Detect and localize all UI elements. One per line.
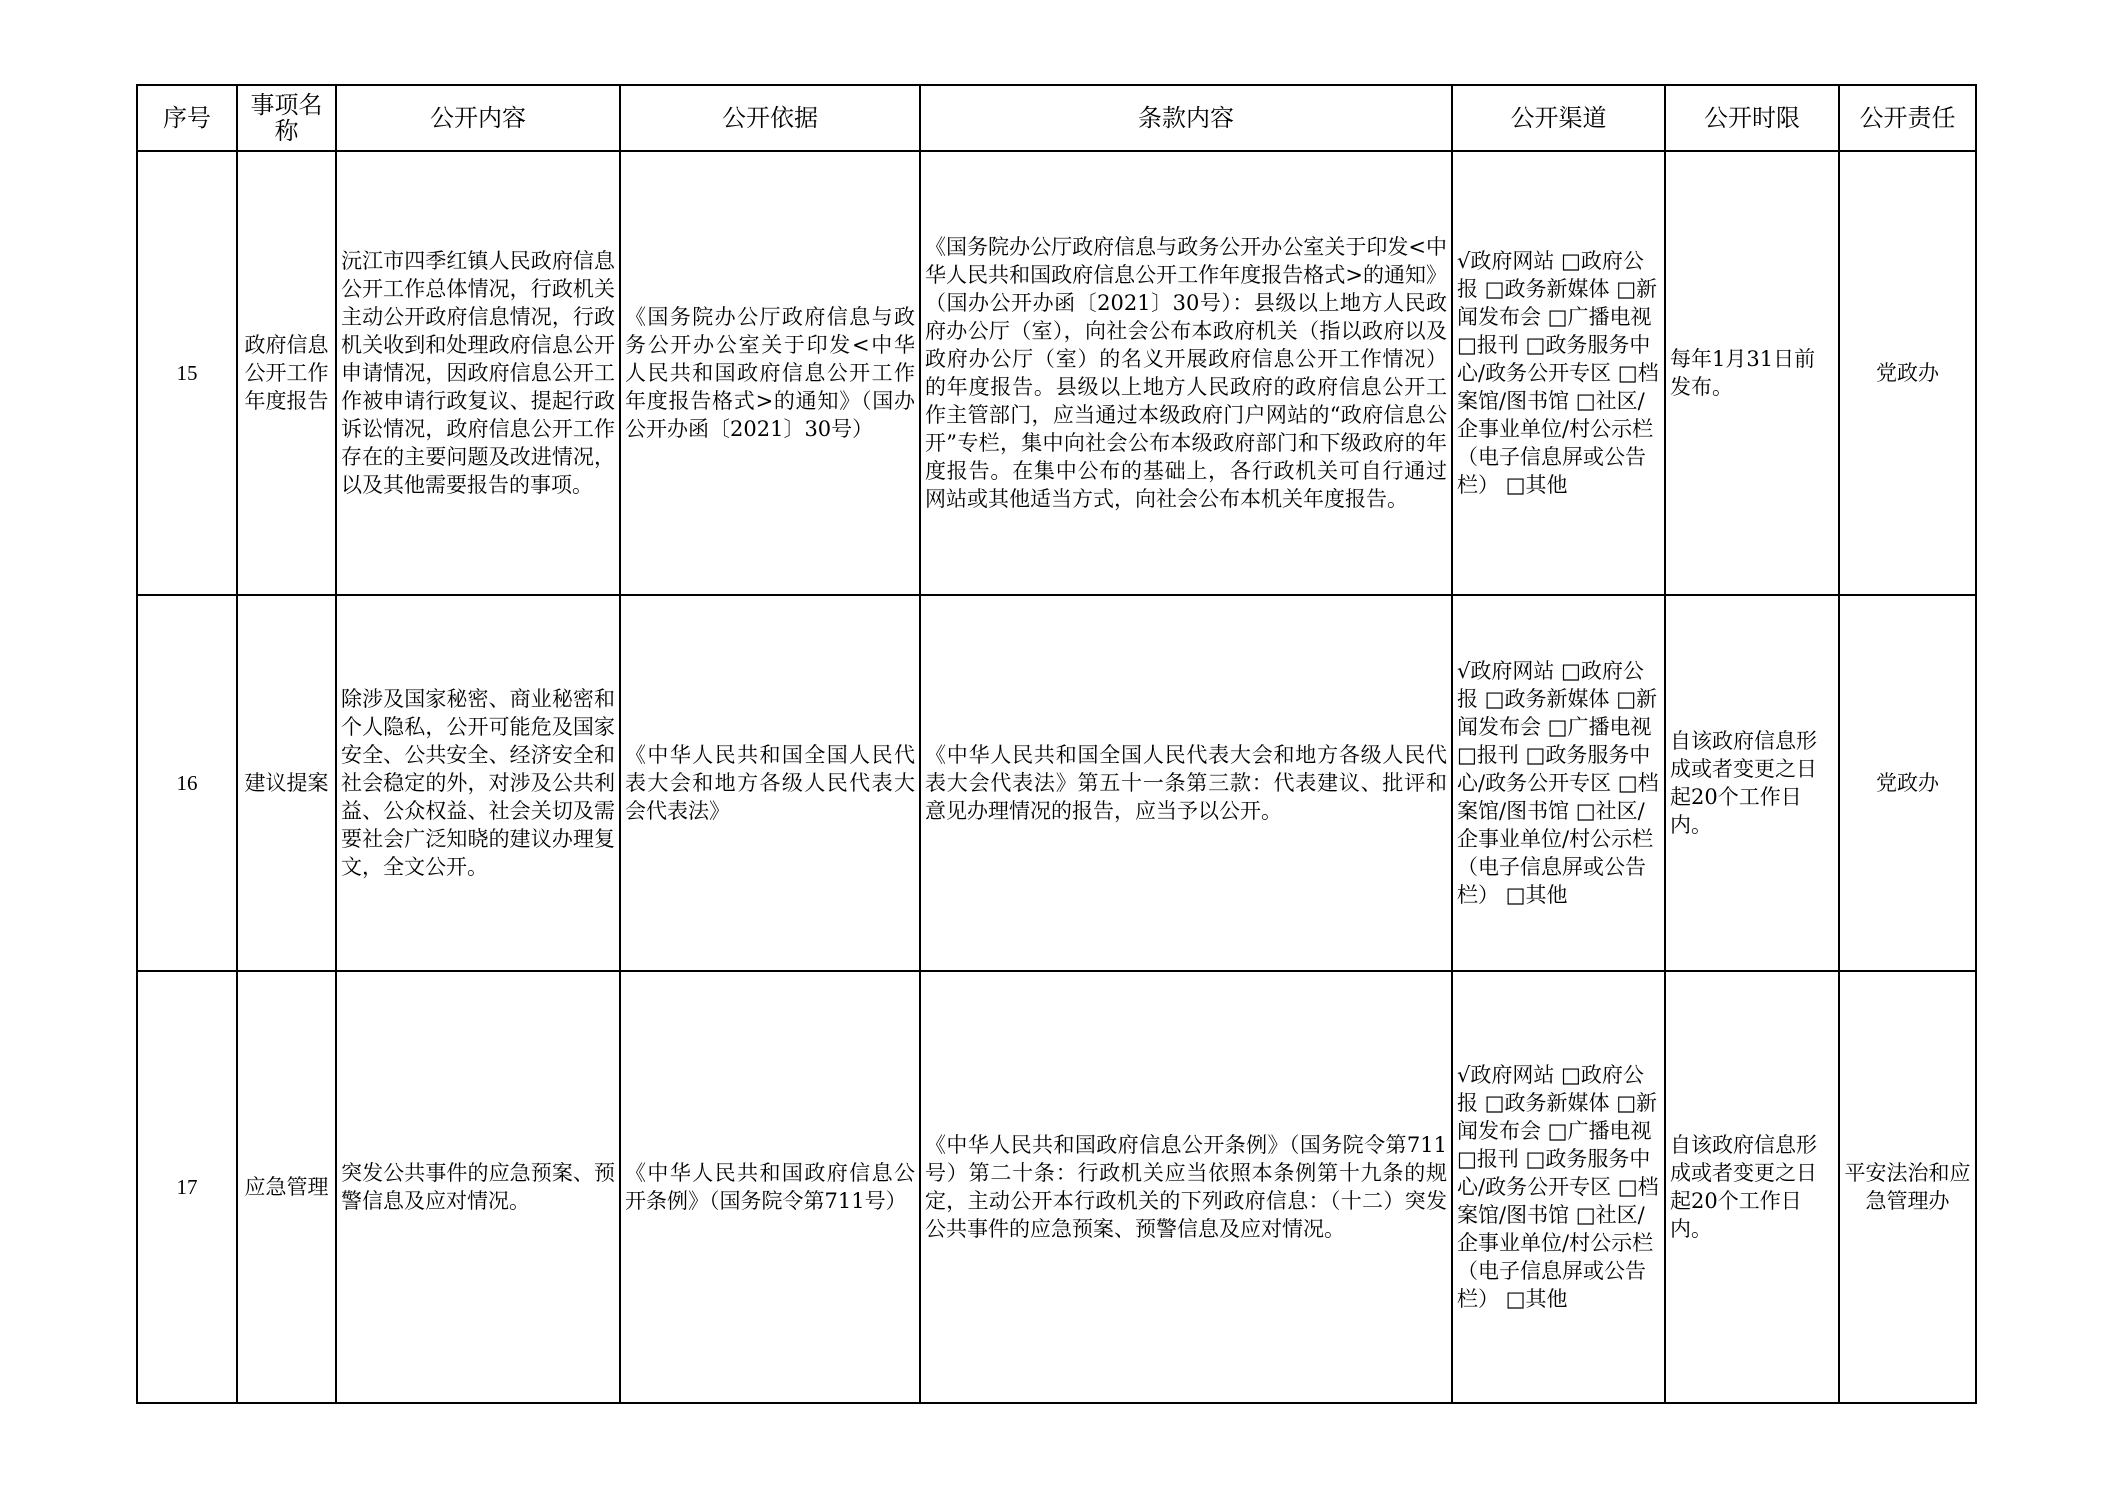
cell-content: 突发公共事件的应急预案、预警信息及应对情况。	[336, 971, 620, 1403]
cell-item-name: 建议提案	[237, 595, 336, 971]
header-clause: 条款内容	[920, 85, 1452, 151]
cell-item-name: 政府信息公开工作年度报告	[237, 151, 336, 595]
cell-channel: √政府网站 □政府公报 □政务新媒体 □新闻发布会 □广播电视 □报刊 □政务服务中心/政务公开专区 □档案馆/图书馆 □社区/企事业单位/村公示栏（电子信息屏或公告栏） □其他	[1452, 151, 1665, 595]
cell-deadline: 自该政府信息形成或者变更之日起20个工作日内。	[1665, 971, 1839, 1403]
header-deadline: 公开时限	[1665, 85, 1839, 151]
header-content: 公开内容	[336, 85, 620, 151]
cell-responsibility: 党政办	[1839, 151, 1976, 595]
cell-basis: 《国务院办公厅政府信息与政务公开办公室关于印发<中华人民共和国政府信息公开工作年度报告格式>的通知》（国办公开办函〔2021〕30号）	[620, 151, 920, 595]
header-basis: 公开依据	[620, 85, 920, 151]
cell-clause: 《中华人民共和国政府信息公开条例》（国务院令第711号）第二十条：行政机关应当依照本条例第十九条的规定，主动公开本行政机关的下列政府信息：（十二）突发公共事件的应急预案、预警信息及应对情况。	[920, 971, 1452, 1403]
cell-responsibility: 平安法治和应急管理办	[1839, 971, 1976, 1403]
table-row	[137, 595, 1976, 971]
header-responsibility: 公开责任	[1839, 85, 1976, 151]
header-seq: 序号	[137, 85, 237, 151]
disclosure-table	[136, 84, 1977, 1404]
header-channel: 公开渠道	[1452, 85, 1665, 151]
cell-basis: 《中华人民共和国全国人民代表大会和地方各级人民代表大会代表法》	[620, 595, 920, 971]
cell-item-name: 应急管理	[237, 971, 336, 1403]
cell-content: 沅江市四季红镇人民政府信息公开工作总体情况，行政机关主动公开政府信息情况，行政机关收到和处理政府信息公开申请情况，因政府信息公开工作被申请行政复议、提起行政诉讼情况，政府信息公开工作存在的主要问题及改进情况，以及其他需要报告的事项。	[336, 151, 620, 595]
cell-seq: 16	[137, 595, 237, 971]
header-row	[137, 85, 1976, 151]
table-row	[137, 151, 1976, 595]
header-item-name: 事项名称	[237, 85, 336, 151]
cell-content: 除涉及国家秘密、商业秘密和个人隐私，公开可能危及国家安全、公共安全、经济安全和社会稳定的外，对涉及公共利益、公众权益、社会关切及需要社会广泛知晓的建议办理复文，全文公开。	[336, 595, 620, 971]
cell-responsibility: 党政办	[1839, 595, 1976, 971]
table-row	[137, 971, 1976, 1403]
cell-channel: √政府网站 □政府公报 □政务新媒体 □新闻发布会 □广播电视 □报刊 □政务服务中心/政务公开专区 □档案馆/图书馆 □社区/企事业单位/村公示栏（电子信息屏或公告栏） □其他	[1452, 971, 1665, 1403]
cell-channel: √政府网站 □政府公报 □政务新媒体 □新闻发布会 □广播电视 □报刊 □政务服务中心/政务公开专区 □档案馆/图书馆 □社区/企事业单位/村公示栏（电子信息屏或公告栏） □其他	[1452, 595, 1665, 971]
cell-seq: 15	[137, 151, 237, 595]
cell-seq: 17	[137, 971, 237, 1403]
cell-clause: 《国务院办公厅政府信息与政务公开办公室关于印发<中华人民共和国政府信息公开工作年度报告格式>的通知》（国办公开办函〔2021〕30号）：县级以上地方人民政府办公厅（室），向社会公布本政府机关（指以政府以及政府办公厅（室）的名义开展政府信息公开工作情况）的年度报告。县级以上地方人民政府的政府信息公开工作主管部门，应当通过本级政府门户网站的“政府信息公开”专栏，集中向社会公布本级政府部门和下级政府的年度报告。在集中公布的基础上，各行政机关可自行通过网站或其他适当方式，向社会公布本机关年度报告。	[920, 151, 1452, 595]
cell-clause: 《中华人民共和国全国人民代表大会和地方各级人民代表大会代表法》第五十一条第三款：代表建议、批评和意见办理情况的报告，应当予以公开。	[920, 595, 1452, 971]
cell-deadline: 自该政府信息形成或者变更之日起20个工作日内。	[1665, 595, 1839, 971]
cell-deadline: 每年1月31日前发布。	[1665, 151, 1839, 595]
cell-basis: 《中华人民共和国政府信息公开条例》（国务院令第711号）	[620, 971, 920, 1403]
